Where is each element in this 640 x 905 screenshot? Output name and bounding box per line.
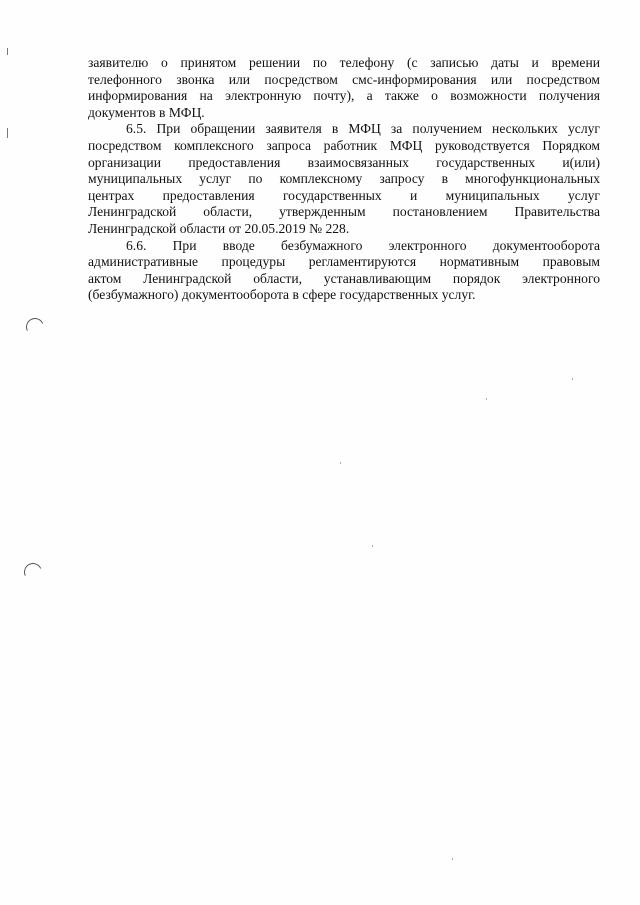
- scan-speck: [452, 858, 453, 860]
- text-line: Ленинградской области, утвержденным постановлением Правительства: [88, 204, 600, 220]
- scan-mark: [7, 128, 8, 138]
- text-line: заявителю о принятом решении по телефону (с записью даты и времени: [88, 55, 600, 70]
- scan-mark: [7, 48, 8, 55]
- scan-speck: [340, 462, 341, 464]
- punch-hole-mark: [21, 560, 44, 583]
- paragraph-6-5: [88, 121, 600, 237]
- text-line: муниципальных услуг по комплексному запросу в многофункциональных: [88, 171, 600, 187]
- text-line: документов в МФЦ.: [88, 104, 205, 120]
- paragraph-continuation: [88, 55, 600, 121]
- scan-speck: [572, 378, 573, 380]
- text-line: телефонного звонка или посредством смс-информирования или посредством: [88, 71, 600, 87]
- text-line: центрах предоставления государственных и муниципальных услуг: [88, 187, 600, 203]
- punch-hole-mark: [23, 315, 46, 338]
- scan-speck: [372, 545, 373, 547]
- text-line: административные процедуры регламентируются нормативным правовым: [88, 254, 600, 270]
- text-line: Ленинградской области от 20.05.2019 № 228.: [88, 220, 350, 236]
- text-line: 6.5. При обращении заявителя в МФЦ за получением нескольких услуг: [126, 121, 600, 137]
- text-line: посредством комплексного запроса работник МФЦ руководствуется Порядком: [88, 137, 600, 153]
- scan-speck: [486, 398, 487, 400]
- body-text: [88, 55, 600, 304]
- text-line: актом Ленинградской области, устанавливающим порядок электронного: [88, 270, 600, 286]
- paragraph-6-6: [88, 238, 600, 304]
- text-line: организации предоставления взаимосвязанных государственных и(или): [88, 154, 600, 170]
- text-line: (безбумажного) документооборота в сфере государственных услуг.: [88, 287, 476, 303]
- text-line: 6.6. При вводе безбумажного электронного документооборота: [126, 237, 600, 253]
- text-line: информирования на электронную почту), а также о возможности получения: [88, 88, 600, 104]
